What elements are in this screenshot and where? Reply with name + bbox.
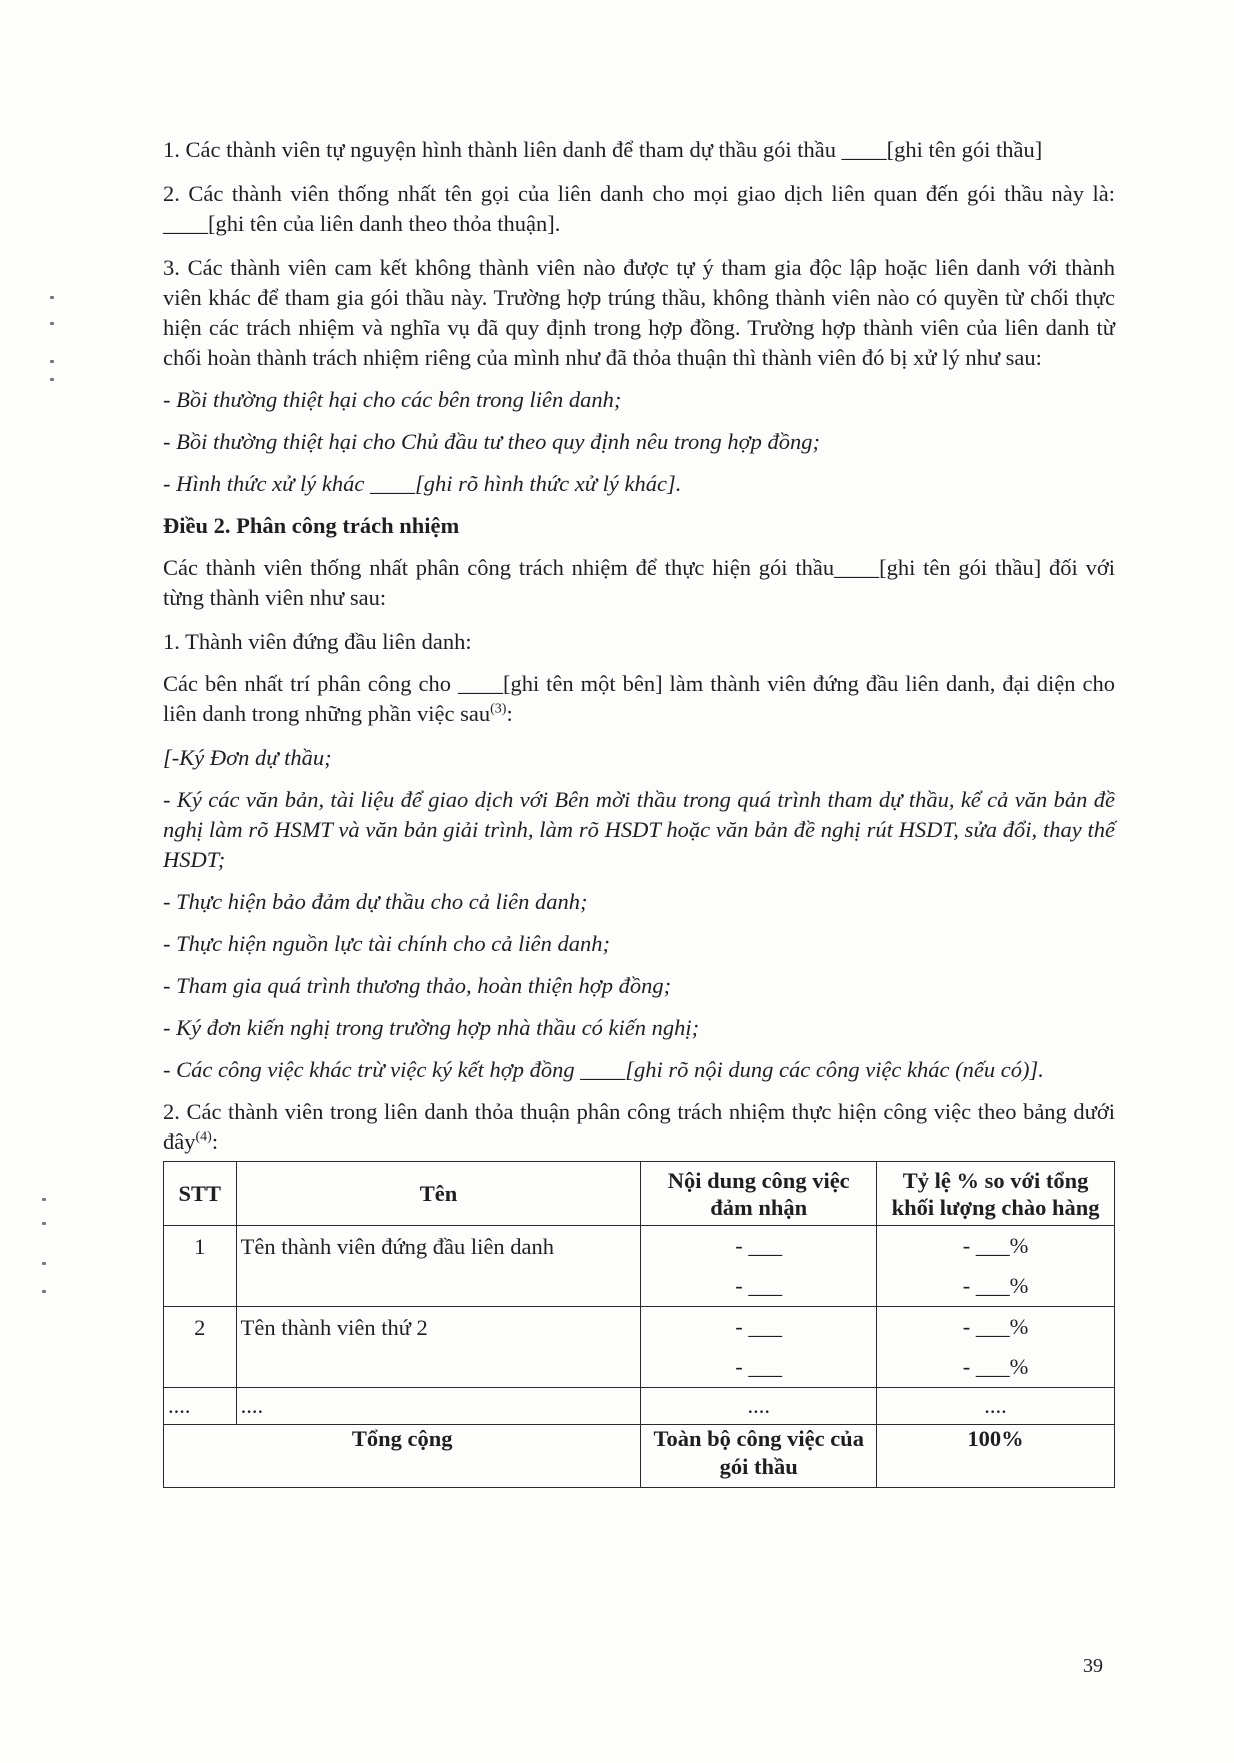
row-name: Tên thành viên thứ 2: [236, 1307, 641, 1388]
scan-speck: [42, 1222, 46, 1225]
penalty-item-2: - Bồi thường thiệt hại cho Chủ đầu tư theo quy định nêu trong hợp đồng;: [163, 429, 821, 454]
header-task: Nội dung công việc đảm nhận: [641, 1162, 877, 1226]
duty-item-2: - Ký các văn bản, tài liệu để giao dịch với Bên mời thầu trong quá trình tham dự thầu, kể cả văn bản đề nghị làm rõ HSMT và văn bản giải trình, làm rõ HSDT hoặc văn bản đề nghị rút HSDT, sửa đổi, thay thế HSDT;: [163, 787, 1115, 872]
header-stt: STT: [164, 1162, 237, 1226]
scan-speck: [42, 1262, 46, 1265]
scan-speck: [50, 360, 54, 363]
header-name: Tên: [236, 1162, 641, 1226]
assignment-item-title: [163, 1097, 1115, 1157]
assignment-colon: :: [211, 1129, 219, 1154]
scan-speck: [50, 322, 54, 325]
assignment-text: 2. Các thành viên trong liên danh thỏa thuận phân công trách nhiệm thực hiện công việc theo bảng dưới đây: [163, 1099, 1115, 1154]
scan-speck: [50, 296, 54, 299]
leader-item-title: 1. Thành viên đứng đầu liên danh:: [163, 629, 472, 654]
footnote-ref-3: (3): [490, 701, 507, 717]
leader-item-text: [163, 669, 1115, 729]
task-blank: - ___: [735, 1354, 783, 1379]
penalty-item-3: - Hình thức xử lý khác ____[ghi rõ hình thức xử lý khác].: [163, 471, 682, 496]
scan-speck: [42, 1290, 46, 1293]
task-blank: - ___: [735, 1314, 783, 1339]
scan-speck: [50, 378, 54, 381]
total-label: Tổng cộng: [164, 1425, 641, 1488]
row-task: [641, 1226, 877, 1307]
document-body: [163, 135, 1115, 1488]
duty-item-7: - Các công việc khác trừ việc ký kết hợp đồng ____[ghi rõ nội dung các công việc khác (nếu có)].: [163, 1057, 1044, 1082]
row-percent: ....: [877, 1388, 1115, 1425]
row-stt: 2: [164, 1307, 237, 1388]
scan-speck: [42, 1198, 46, 1201]
duty-item-1: [-Ký Đơn dự thầu;: [163, 745, 332, 770]
clause-3: 3. Các thành viên cam kết không thành viên nào được tự ý tham gia độc lập hoặc liên danh với thành viên khác để tham gia gói thầu này. Trường hợp trúng thầu, không thành viên nào có quyền từ chối thực hiện các trách nhiệm và nghĩa vụ đã quy định trong hợp đồng. Trường hợp thành viên của liên danh từ chối hoàn thành trách nhiệm riêng của mình như đã thỏa thuận thì thành viên đó bị xử lý như sau:: [163, 255, 1115, 370]
percent-blank: - ___%: [962, 1233, 1029, 1258]
table-row: [164, 1307, 1115, 1388]
percent-blank: - ___%: [962, 1354, 1029, 1379]
task-blank: - ___: [735, 1233, 783, 1258]
penalty-item-1: - Bồi thường thiệt hại cho các bên trong liên danh;: [163, 387, 622, 412]
article-2-intro: Các thành viên thống nhất phân công trách nhiệm để thực hiện gói thầu____[ghi tên gói thầu] đối với từng thành viên như sau:: [163, 555, 1115, 610]
footnote-ref-4: (4): [195, 1129, 212, 1145]
row-task: [641, 1307, 877, 1388]
article-2-heading: Điều 2. Phân công trách nhiệm: [163, 513, 460, 538]
row-task: ....: [641, 1388, 877, 1425]
total-percent: 100%: [877, 1425, 1115, 1488]
leader-text: Các bên nhất trí phân công cho ____[ghi tên một bên] làm thành viên đứng đầu liên danh, đại diện cho liên danh trong những phần việc sau: [163, 671, 1115, 726]
duty-item-5: - Tham gia quá trình thương thảo, hoàn thiện hợp đồng;: [163, 973, 672, 998]
leader-colon: :: [506, 701, 513, 726]
percent-blank: - ___%: [962, 1273, 1029, 1298]
table-row: [164, 1388, 1115, 1425]
task-blank: - ___: [735, 1273, 783, 1298]
assignment-table: [163, 1161, 1115, 1488]
row-name: Tên thành viên đứng đầu liên danh: [236, 1226, 641, 1307]
duty-item-3: - Thực hiện bảo đảm dự thầu cho cả liên danh;: [163, 889, 588, 914]
duty-item-6: - Ký đơn kiến nghị trong trường hợp nhà thầu có kiến nghị;: [163, 1015, 700, 1040]
row-name: ....: [236, 1388, 641, 1425]
table-row: [164, 1226, 1115, 1307]
header-percent: Tỷ lệ % so với tổng khối lượng chào hàng: [877, 1162, 1115, 1226]
duty-item-4: - Thực hiện nguồn lực tài chính cho cả liên danh;: [163, 931, 610, 956]
row-percent: [877, 1226, 1115, 1307]
table-total-row: [164, 1425, 1115, 1488]
percent-blank: - ___%: [962, 1314, 1029, 1339]
row-stt: ....: [164, 1388, 237, 1425]
table-header-row: [164, 1162, 1115, 1226]
total-task: Toàn bộ công việc của gói thầu: [641, 1425, 877, 1488]
clause-1: 1. Các thành viên tự nguyện hình thành liên danh để tham dự thầu gói thầu ____[ghi tên gói thầu]: [163, 137, 1043, 162]
row-percent: [877, 1307, 1115, 1388]
row-stt: 1: [164, 1226, 237, 1307]
page-number: 39: [1083, 1655, 1103, 1677]
clause-2: 2. Các thành viên thống nhất tên gọi của liên danh cho mọi giao dịch liên quan đến gói thầu này là: ____[ghi tên của liên danh theo thỏa thuận].: [163, 181, 1115, 236]
